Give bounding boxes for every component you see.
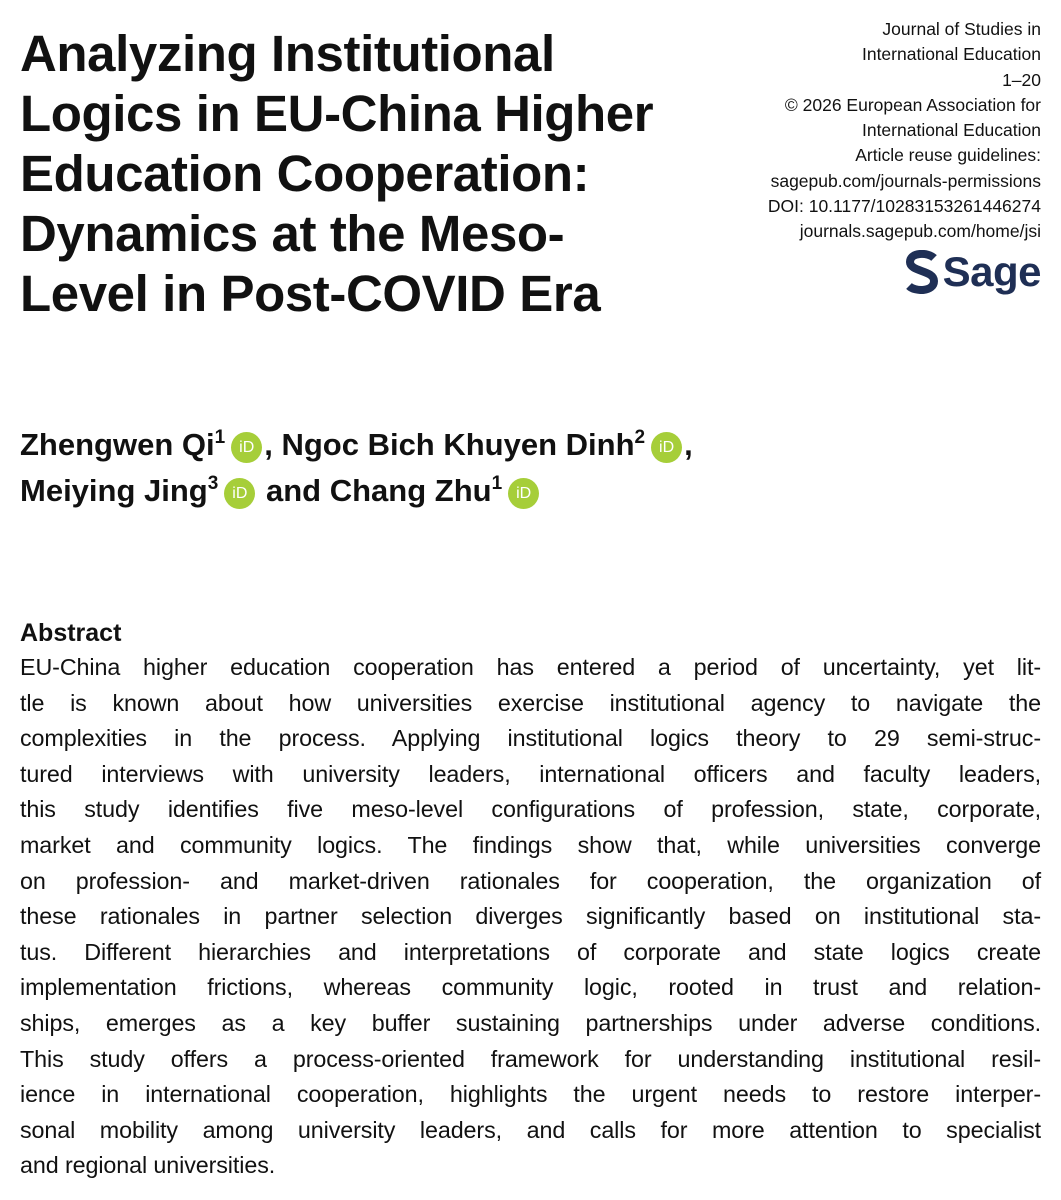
abstract-line: this study identifies five meso-level configurations of profession, state, corporate, (20, 796, 1041, 823)
author-name: Ngoc Bich Khuyen Dinh (281, 427, 635, 462)
title-line: Dynamics at the Meso- (20, 205, 565, 262)
author-separator: , (684, 427, 693, 462)
abstract-line: ience in international cooperation, highlights the urgent needs to restore interper- (20, 1081, 1041, 1108)
journal-info (721, 17, 1041, 245)
author-line (20, 468, 1040, 514)
abstract-line: sonal mobility among university leaders, and calls for more attention to specialist (20, 1116, 1041, 1143)
author-name: Chang Zhu (329, 473, 492, 508)
publisher-logo (905, 250, 1041, 294)
doi-link[interactable]: DOI: 10.1177/10283153261446274 (767, 196, 1041, 217)
abstract-line: tus. Different hierarchies and interpretations of corporate and state logics create (20, 938, 1041, 965)
title-line: Education Cooperation: (20, 145, 590, 202)
sage-s-icon (905, 250, 939, 294)
abstract-line: ships, emerges as a key buffer sustaining partnerships under adverse conditions. (20, 1009, 1041, 1036)
affiliation-mark: 1 (214, 427, 226, 448)
publisher-name: Sage (942, 248, 1041, 295)
title-line: Logics in EU-China Higher (20, 85, 654, 142)
orcid-icon[interactable]: iD (231, 432, 262, 463)
abstract-line: market and community logics. The findings show that, while universities converge (20, 831, 1041, 858)
author-list (20, 422, 1040, 514)
title-line: Analyzing Institutional (20, 25, 555, 82)
abstract-line: these rationales in partner selection diverges significantly based on institutional sta- (20, 903, 1041, 930)
abstract-line: tured interviews with university leaders, international officers and faculty leaders, (20, 760, 1041, 787)
page-range: 1–20 (1002, 69, 1041, 90)
affiliation-mark: 1 (491, 473, 503, 494)
title-block (20, 24, 710, 324)
orcid-icon[interactable]: iD (224, 478, 255, 509)
affiliation-mark: 2 (634, 427, 646, 448)
journal-name-line: Journal of Studies in (882, 19, 1041, 39)
article-title (20, 24, 710, 324)
author-separator: and (265, 473, 322, 508)
title-line: Level in Post-COVID Era (20, 265, 601, 322)
journal-name-line: International Education (861, 44, 1041, 65)
abstract-text (20, 650, 1041, 1184)
copyright-line: International Education (861, 120, 1041, 141)
reuse-label: Article reuse guidelines: (855, 145, 1041, 166)
reuse-link[interactable]: sagepub.com/journals-permissions (770, 170, 1041, 191)
abstract-line: complexities in the process. Applying institutional logics theory to 29 semi-struc- (20, 725, 1041, 752)
affiliation-mark: 3 (207, 473, 219, 494)
orcid-icon[interactable]: iD (651, 432, 682, 463)
abstract-line: implementation frictions, whereas community logic, rooted in trust and relation- (20, 974, 1041, 1001)
abstract-line: EU-China higher education cooperation has entered a period of uncertainty, yet lit- (20, 654, 1041, 680)
abstract-line: and regional universities. (20, 1152, 276, 1179)
orcid-icon[interactable]: iD (508, 478, 539, 509)
copyright-line: © 2026 European Association for (784, 94, 1041, 115)
abstract-heading: Abstract (20, 619, 122, 647)
abstract-section (20, 616, 1041, 1184)
author-name: Zhengwen Qi (20, 427, 215, 462)
journal-home-link[interactable]: journals.sagepub.com/home/jsi (799, 221, 1041, 242)
abstract-line: tle is known about how universities exercise institutional agency to navigate the (20, 689, 1041, 716)
author-separator: , (264, 427, 273, 462)
author-line (20, 422, 1040, 468)
abstract-line: This study offers a process-oriented framework for understanding institutional resil- (20, 1045, 1041, 1072)
author-name: Meiying Jing (20, 473, 208, 508)
abstract-line: on profession- and market-driven rationales for cooperation, the organization of (20, 867, 1041, 894)
